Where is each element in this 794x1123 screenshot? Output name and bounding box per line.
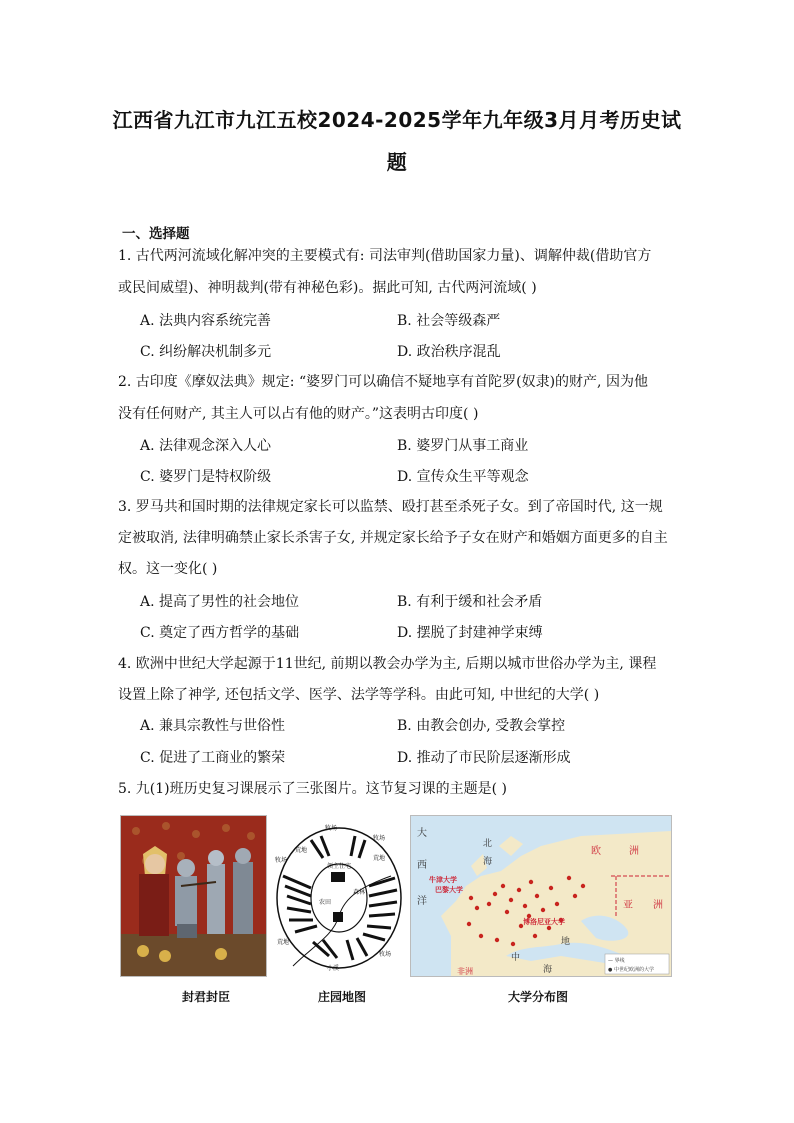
map-label-paris: 巴黎大学 (435, 886, 463, 894)
question-2-option-c[interactable]: C. 婆罗门是特权阶级 (140, 469, 272, 485)
manor-map-illustration (273, 816, 405, 976)
manor-label-10: 小溪 (327, 965, 340, 972)
document-title-line1: 江西省九江市九江五校2024-2025学年九年级3月月考历史试 (112, 108, 682, 132)
question-2-option-a[interactable]: A. 法律观念深入人心 (140, 438, 272, 454)
manor-label-6: 荒地 (373, 855, 386, 862)
question-3-option-c[interactable]: C. 奠定了西方哲学的基础 (140, 625, 300, 641)
figure-caption-manor: 庄园地图 (318, 990, 367, 1004)
map-legend-university: ● 中世纪欧洲的大学 (608, 967, 654, 973)
document-title-line2: 题 (386, 150, 408, 174)
map-label-europe2: 洲 (629, 846, 639, 857)
map-label-north-sea2: 海 (483, 857, 493, 867)
manor-map-image (272, 815, 406, 977)
question-4-line-1: 4. 欧洲中世纪大学起源于11世纪, 前期以教会办学为主, 后期以城市世俗办学为主, 课程 (118, 656, 657, 672)
question-4-option-d[interactable]: D. 推动了市民阶层逐渐形成 (397, 750, 571, 766)
map-label-sea2: 西 (417, 860, 427, 871)
question-2-option-d[interactable]: D. 宣传众生平等观念 (397, 469, 529, 485)
feudal-ceremony-image (120, 815, 267, 977)
map-label-sea3: 洋 (417, 896, 427, 907)
map-label-europe1: 欧 (591, 846, 601, 857)
question-2-line-1: 2. 古印度《摩奴法典》规定: “婆罗门可以确信不疑地享有首陀罗(奴隶)的财产, 因为他 (118, 374, 648, 390)
question-1-line-1: 1. 古代两河流域化解冲突的主要模式有: 司法审判(借助国家力量)、调解仲裁(借助官方 (118, 248, 652, 264)
figure-row (120, 815, 672, 975)
question-2-option-b[interactable]: B. 婆罗门从事工商业 (397, 438, 529, 454)
manor-label-0: 牧场 (325, 825, 338, 832)
question-3-line-1: 3. 罗马共和国时期的法律规定家长可以监禁、殴打甚至杀死子女。到了帝国时代, 这一规 (118, 499, 663, 515)
question-1-option-b[interactable]: B. 社会等级森严 (397, 313, 501, 329)
question-1-option-a[interactable]: A. 法典内容系统完善 (140, 313, 272, 329)
map-label-med1: 地 (561, 937, 571, 947)
map-label-bologna: 博洛尼亚大学 (523, 918, 565, 926)
question-1-option-c[interactable]: C. 纠纷解决机制多元 (140, 344, 272, 360)
map-label-med3: 海 (543, 965, 553, 975)
manor-label-9: 农田 (319, 899, 332, 906)
manor-label-8: 森林 (353, 889, 366, 896)
question-1-option-d[interactable]: D. 政治秩序混乱 (397, 344, 501, 360)
question-4-option-a[interactable]: A. 兼具宗教性与世俗性 (140, 718, 286, 734)
manor-label-3: 牧场 (275, 857, 288, 864)
map-legend-border: — 界线 (608, 958, 625, 964)
question-3-option-a[interactable]: A. 提高了男性的社会地位 (140, 594, 300, 610)
map-label-oxford: 牛津大学 (429, 876, 457, 884)
map-label-asia2: 洲 (653, 900, 663, 911)
map-label-north-sea: 北 (483, 839, 493, 849)
question-1-line-2: 或民间威望)、神明裁判(带有神秘色彩)。据此可知, 古代两河流域( ) (118, 280, 537, 296)
question-4-line-2: 设置上除了神学, 还包括文学、医学、法学等学科。由此可知, 中世纪的大学( ) (118, 687, 600, 703)
question-4-option-c[interactable]: C. 促进了工商业的繁荣 (140, 750, 286, 766)
question-5-line-1: 5. 九(1)班历史复习课展示了三张图片。这节复习课的主题是( ) (118, 781, 508, 797)
manor-label-4: 牧场 (379, 951, 392, 958)
feudal-ceremony-illustration (121, 816, 266, 976)
manor-label-5: 荒地 (295, 847, 308, 854)
map-label-asia1: 亚 (623, 900, 633, 911)
manor-label-7: 荒地 (277, 939, 290, 946)
figure-caption-university: 大学分布图 (508, 990, 569, 1004)
map-label-med2: 中 (511, 953, 521, 963)
question-3-line-2: 定被取消, 法律明确禁止家长杀害子女, 并规定家长给予子女在财产和婚姻方面更多的自主 (118, 530, 668, 546)
figure-caption-feudal: 封君封臣 (182, 990, 231, 1004)
manor-label-1: 牧场 (373, 835, 386, 842)
section-heading: 一、选择题 (122, 226, 190, 242)
map-label-africa: 非洲 (457, 967, 473, 976)
question-2-line-2: 没有任何财产, 其主人可以占有他的财产。”这表明古印度( ) (118, 406, 479, 422)
university-map-image (410, 815, 672, 977)
question-3-option-b[interactable]: B. 有利于缓和社会矛盾 (397, 594, 543, 610)
question-3-line-3: 权。这一变化( ) (118, 561, 218, 577)
manor-label-2: 领主住宅 (327, 863, 352, 870)
question-3-option-d[interactable]: D. 摆脱了封建神学束缚 (397, 625, 543, 641)
map-label-sea1: 大 (417, 828, 427, 839)
question-4-option-b[interactable]: B. 由教会创办, 受教会掌控 (397, 718, 566, 734)
university-map-illustration (411, 816, 671, 976)
